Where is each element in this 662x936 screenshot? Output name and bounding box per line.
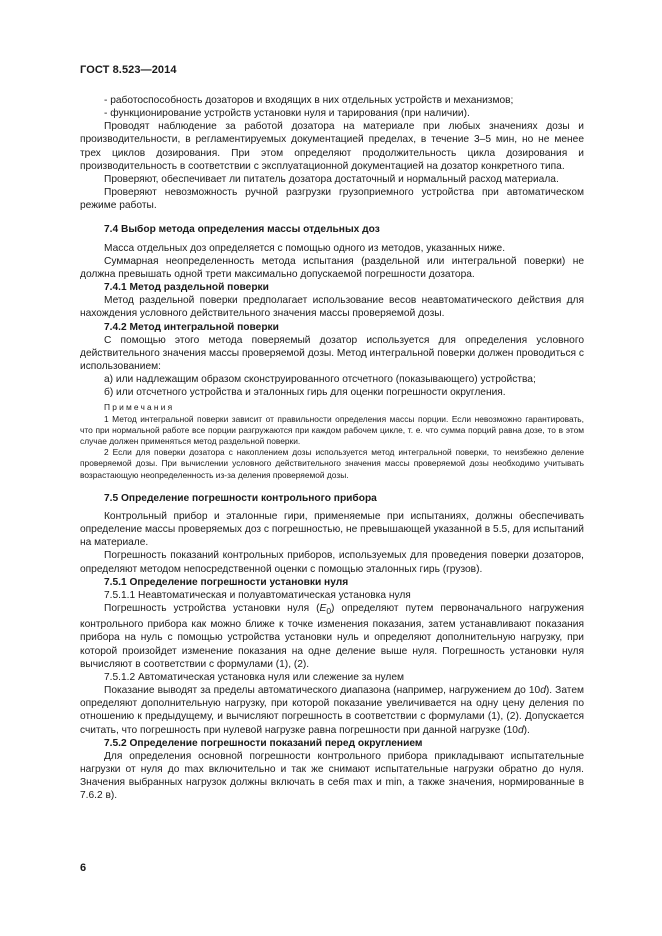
subsection-heading-7-5-1-2: 7.5.1.2 Автоматическая установка нуля или слежение за нулем xyxy=(104,671,405,683)
paragraph: Метод раздельной поверки предполагает использование весов неавтоматического действия для нахождения условного действительного значения массы проверяемой дозы. xyxy=(80,295,584,320)
page-body xyxy=(80,94,584,802)
subsection-heading-7-4-2: 7.4.2 Метод интегральной поверки xyxy=(104,321,279,333)
notes-title: Примечания xyxy=(104,402,175,413)
paragraph: Проверяют невозможность ручной разгрузки грузоприемного устройства при автоматическом режиме работы. xyxy=(80,187,584,212)
paragraph: Масса отдельных доз определяется с помощью одного из методов, указанных ниже. xyxy=(104,242,506,254)
paragraph: Контрольный прибор и эталонные гири, применяемые при испытаниях, должны обеспечивать определение массы проверяемых доз с погрешностью, не превышающей указанной в 5.5, для испытаний на материале. xyxy=(80,511,584,549)
text-run: ). xyxy=(523,724,530,736)
paragraph: - работоспособность дозаторов и входящих в них отдельных устройств и механизмов; xyxy=(104,95,514,106)
subsection-heading-7-4-1: 7.4.1 Метод раздельной поверки xyxy=(104,282,269,294)
paragraph: Погрешность показаний контрольных приборов, используемых для проведения поверки дозаторов, определяют методом непосредственной оценки с помощью эталонных гирь (грузов). xyxy=(80,550,584,575)
subsection-heading-7-5-1-1: 7.5.1.1 Неавтоматическая и полуавтоматическая установка нуля xyxy=(104,589,411,601)
symbol-d: d xyxy=(540,685,546,697)
section-heading-7-4: 7.4 Выбор метода определения массы отдельных доз xyxy=(104,224,380,236)
notes-block xyxy=(80,402,584,480)
subsection-heading-7-5-2: 7.5.2 Определение погрешности показаний перед округлением xyxy=(104,737,423,749)
paragraph: Проводят наблюдение за работой дозатора на материале при любых значениях дозы и производительности, в регламентируемых документацией пределах, в течение 3–5 мин, но не менее трех циклов дозирования. При этом определяют продолжительность цикла дозирования и производительность в соответствии с эксплуатационной документацией на дозатор конкретного типа. xyxy=(80,121,584,172)
paragraph: Для определения основной погрешности контрольного прибора прикладывают испытательные нагрузки от нуля до max включительно и так же снимают испытательные нагрузки обратно до нуля. Значения выбранных нагрузок должны включать в себя max и min, а также значения, нормированные в 7.6.2 в). xyxy=(80,750,584,802)
text-run: ) определяют путем первоначального нагружения контрольного прибора как можно ближе к точке изменения показания, затем устанавливают показания прибора на нуль с помощью устройства установки нуль и определяют дополнительную нагрузку, при которой произойдет изменение показания на одне деление выше нуля. Погрешность установки нуля вычисляют в соответствии с формулами (1), (2). xyxy=(80,603,584,670)
paragraph: Проверяют, обеспечивает ли питатель дозатора достаточный и нормальный расход материала. xyxy=(104,173,559,185)
text-run: ). Затем определяют дополнительную нагрузку, при которой показание увеличивается на одну цену деления по отношению к предыдущему, и вычисляют погрешность в соответствии с формулами (1), (2). Допускается считать, что погрешность при нулевой нагрузке равна погрешности при данной нагрузке (10 xyxy=(80,685,584,736)
paragraph-auto-zero xyxy=(80,684,584,737)
text-run: Показание выводят за пределы автоматического диапазона (например, нагружением до 10 xyxy=(104,685,541,697)
note-2: 2 Если для поверки дозатора с накоплением дозы используется метод интегральной поверки, то неизбежно деление проверяемой дозы. При вычислении условного действительного значения массы проверяемой дозы необходимо учитывать возрастающую неопределенность из-за деления проверяемой дозы. xyxy=(80,447,584,480)
symbol-subscript: 0 xyxy=(326,606,332,617)
paragraph: - функционирование устройств установки нуля и тарирования (при наличии). xyxy=(104,108,470,120)
standard-header: ГОСТ 8.523—2014 xyxy=(80,64,177,76)
page-number: 6 xyxy=(80,862,87,874)
section-heading-7-5: 7.5 Определение погрешности контрольного прибора xyxy=(104,492,377,504)
text-run: Погрешность устройства установки нуля ( xyxy=(104,603,320,615)
subsection-heading-7-5-1: 7.5.1 Определение погрешности установки нуля xyxy=(104,576,349,588)
paragraph: Суммарная неопределенность метода испытания (раздельной или интегральной поверки) не должна превышать одной трети максимально допускаемой погрешности дозатора. xyxy=(80,255,584,280)
note-1: 1 Метод интегральной поверки зависит от правильности определения массы порции. Если невозможно гарантировать, что при нормальной работе все порции разгружаются при каждом рабочем цикле, т. е. что сумма порций равна дозе, то в этом случае должен применяться метод раздельной поверки. xyxy=(80,413,584,447)
symbol-e: E xyxy=(319,603,327,615)
paragraph: С помощью этого метода поверяемый дозатор используется для определения условного действительного значения массы проверяемой дозы. Метод интегральной поверки должен проводиться с использованием: xyxy=(80,334,584,372)
list-item-a: а) или надлежащим образом сконструированного отсчетного (показывающего) устройства; xyxy=(104,374,536,386)
symbol-d: d xyxy=(517,724,524,736)
paragraph-zero-error xyxy=(80,602,584,671)
list-item-b: б) или отсчетного устройства и эталонных гирь для оценки погрешности округления. xyxy=(104,387,506,399)
